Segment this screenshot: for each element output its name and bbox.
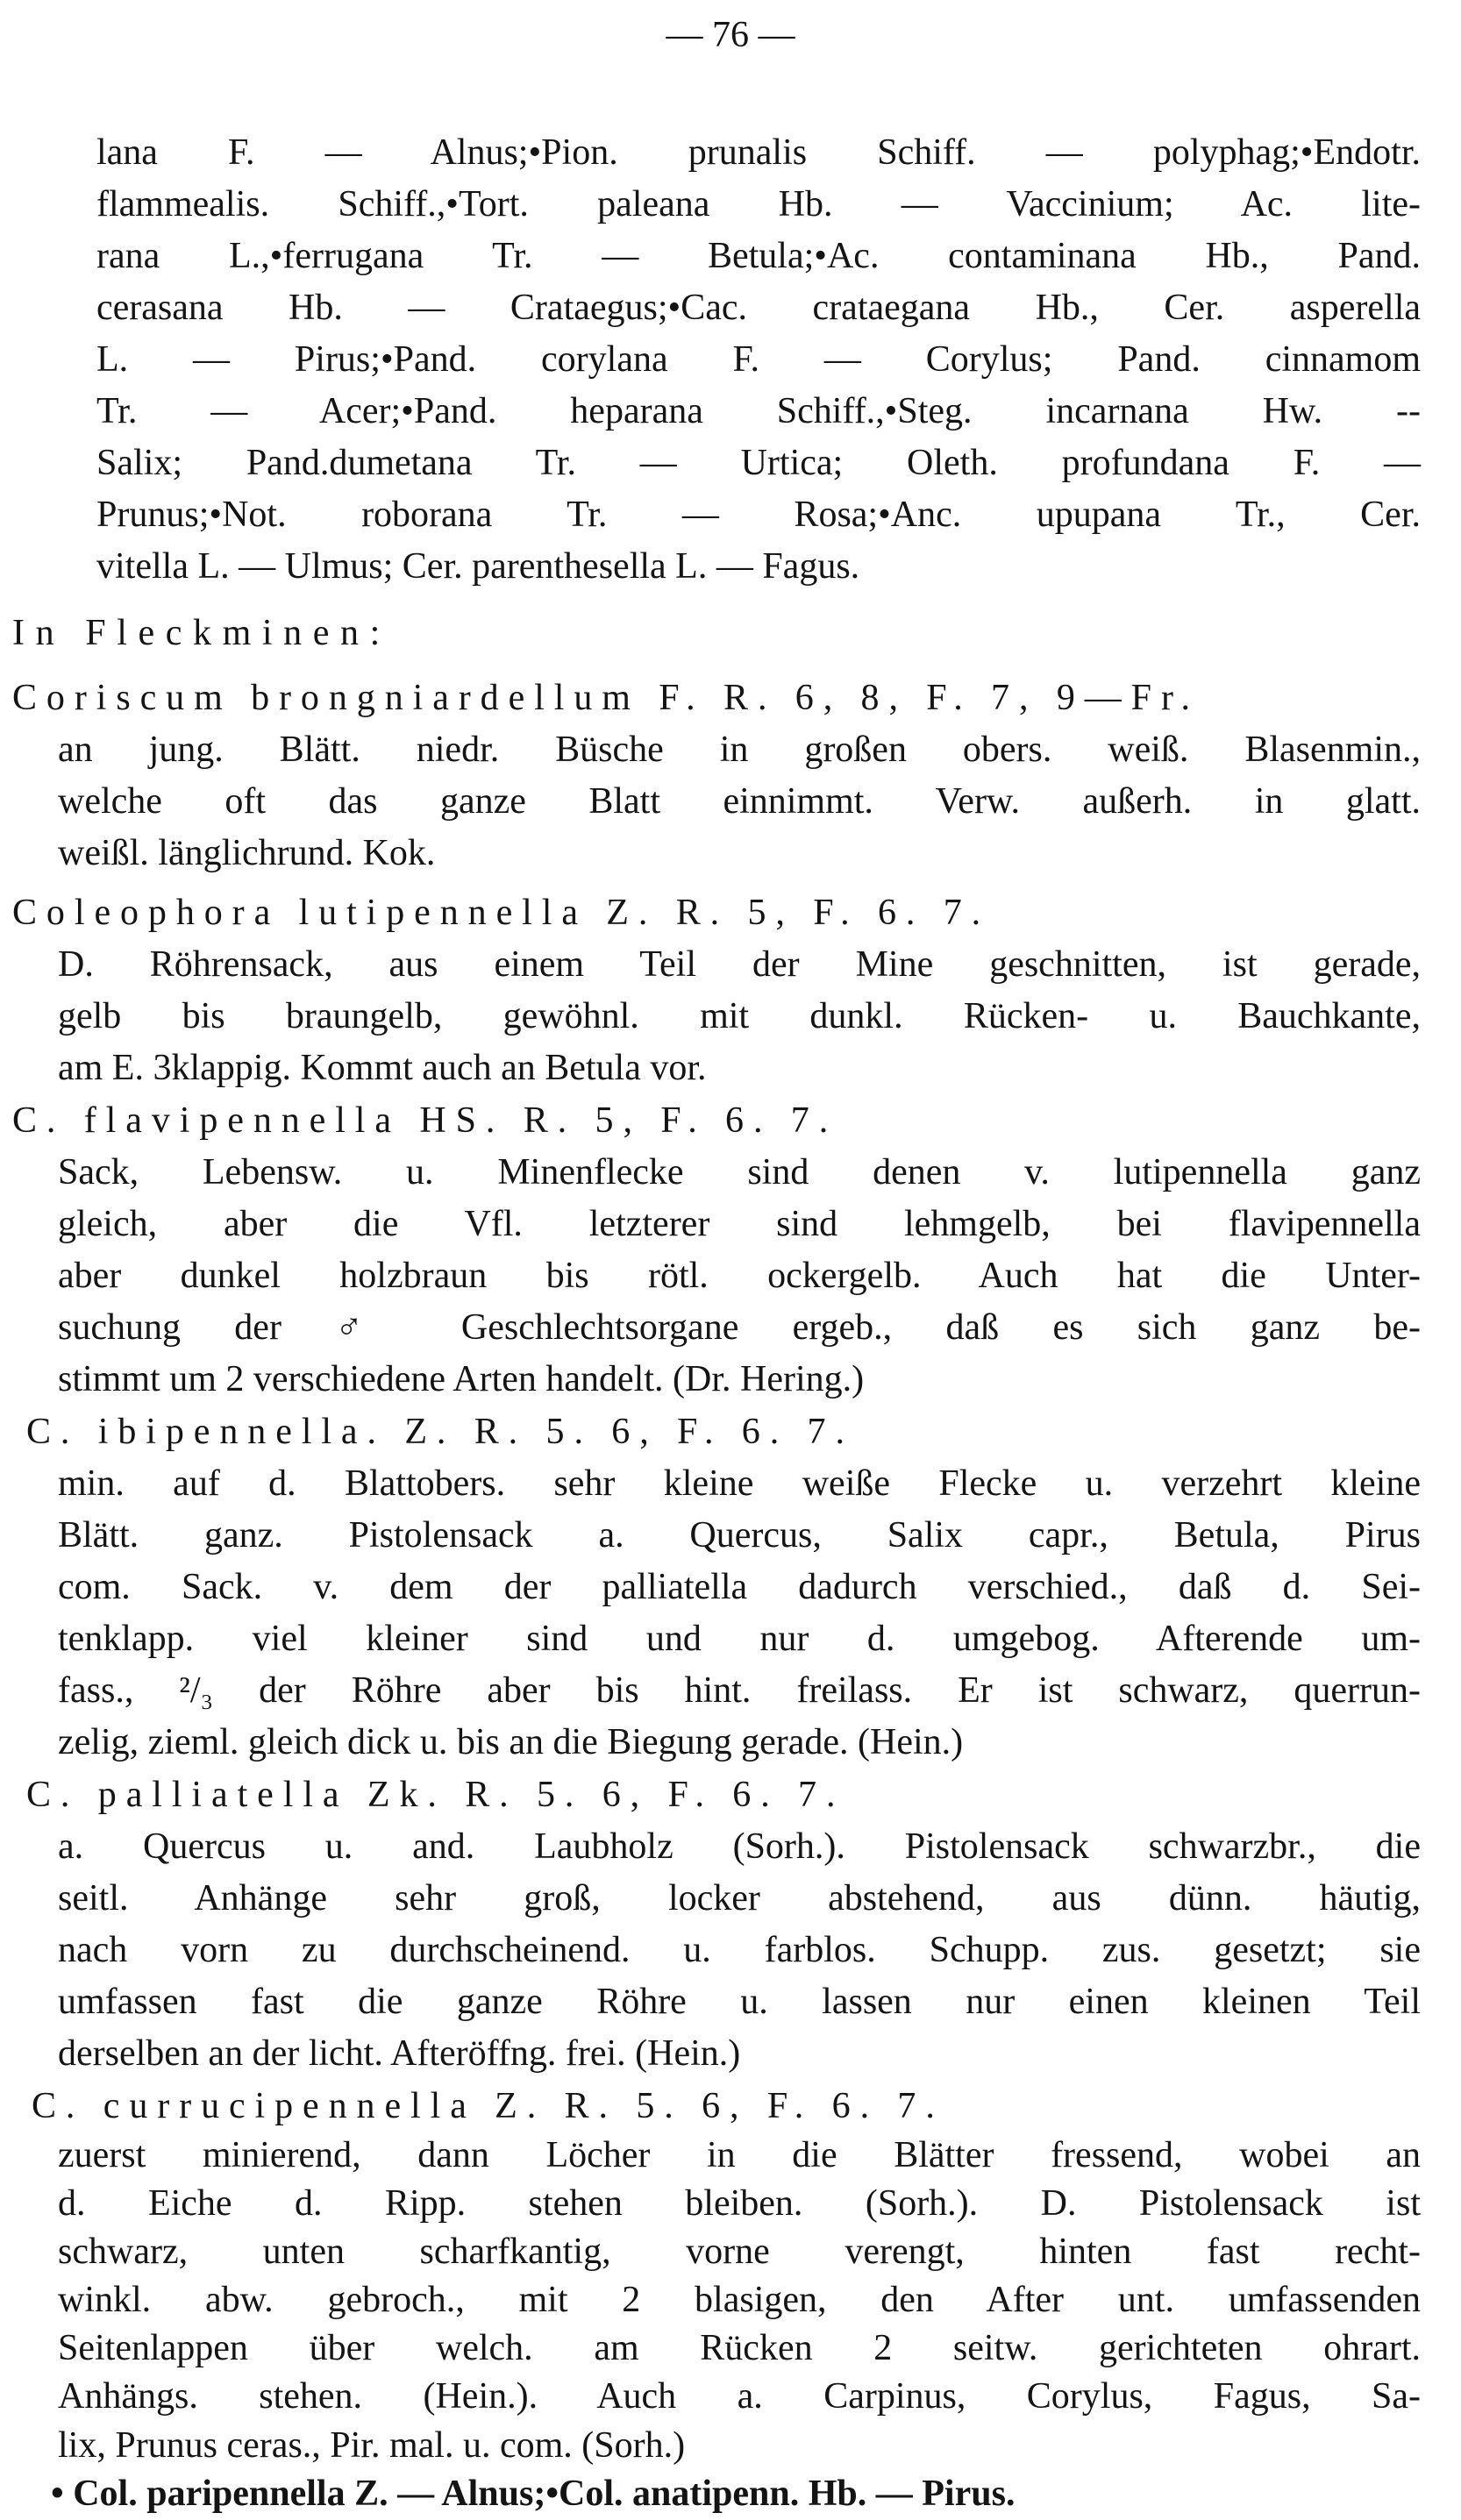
species-heading: Coriscum brongniardellum F. R. 6, 8, F. 7, 9—Fr.: [12, 678, 1200, 718]
text-line: d. Eiche d. Ripp. stehen bleiben. (Sorh.). D. Pistolensack ist: [58, 2183, 1421, 2224]
text-line: schwarz, unten scharfkantig, vorne verengt, hinten fast recht-: [58, 2232, 1421, 2272]
text-line: L. — Pirus;•Pand. corylana F. — Corylus; Pand. cinnamom: [96, 339, 1421, 380]
text-line: an jung. Blätt. niedr. Büsche in großen obers. weiß. Blasenmin.,: [58, 730, 1421, 770]
text-line: umfassen fast die ganze Röhre u. lassen nur einen kleinen Teil: [58, 1982, 1421, 2022]
text-line: Prunus;•Not. roborana Tr. — Rosa;•Anc. upupana Tr., Cer.: [96, 495, 1421, 535]
species-heading: C. ibipennella. Z. R. 5. 6, F. 6. 7.: [26, 1412, 854, 1452]
text-line: cerasana Hb. — Crataegus;•Cac. crataegana Hb., Cer. asperella: [96, 288, 1421, 328]
text-line: aber dunkel holzbraun bis rötl. ockergelb. Auch hat die Unter-: [58, 1256, 1421, 1296]
text-line: lix, Prunus ceras., Pir. mal. u. com. (Sorh.): [58, 2425, 686, 2466]
text-line: rana L.,•ferrugana Tr. — Betula;•Ac. contaminana Hb., Pand.: [96, 236, 1421, 276]
section-heading: In Fleckminen:: [12, 613, 391, 653]
text-line: Tr. — Acer;•Pand. heparana Schiff.,•Steg. incarnana Hw. --: [96, 391, 1421, 431]
text-line: a. Quercus u. and. Laubholz (Sorh.). Pistolensack schwarzbr., die: [58, 1826, 1421, 1867]
text-line: derselben an der licht. Afteröffng. frei. (Hein.): [58, 2033, 741, 2074]
text-line: Seitenlappen über welch. am Rücken 2 seitw. gerichteten ohrart.: [58, 2328, 1421, 2368]
text-line: flammealis. Schiff.,•Tort. paleana Hb. — Vaccinium; Ac. lite-: [96, 184, 1421, 224]
text-line: welche oft das ganze Blatt einnimmt. Verw. außerh. in glatt.: [58, 781, 1421, 822]
species-heading: C. flavipennella HS. R. 5, F. 6. 7.: [12, 1100, 838, 1141]
species-heading: C. palliatella Zk. R. 5. 6, F. 6. 7.: [26, 1775, 845, 1815]
text-line: gelb bis braungelb, gewöhnl. mit dunkl. Rücken- u. Bauchkante,: [58, 996, 1421, 1036]
text-line: weißl. länglichrund. Kok.: [58, 833, 436, 873]
text-line: fass., ²/₃ der Röhre aber bis hint. freilass. Er ist schwarz, querrun-: [58, 1670, 1421, 1711]
text-line-last: • Col. paripennella Z. — Alnus;•Col. anatipenn. Hb. — Pirus.: [51, 2474, 1016, 2514]
text-line: gleich, aber die Vfl. letzterer sind lehmgelb, bei flavipennella: [58, 1204, 1421, 1244]
text-line: Blätt. ganz. Pistolensack a. Quercus, Salix capr., Betula, Pirus: [58, 1515, 1421, 1555]
text-line: winkl. abw. gebroch., mit 2 blasigen, den After unt. umfassenden: [58, 2280, 1421, 2320]
text-line: lana F. — Alnus;•Pion. prunalis Schiff. — polyphag;•Endotr.: [96, 132, 1421, 173]
text-line: zelig, zieml. gleich dick u. bis an die Biegung gerade. (Hein.): [58, 1722, 964, 1762]
text-line: seitl. Anhänge sehr groß, locker abstehend, aus dünn. häutig,: [58, 1878, 1421, 1918]
text-line: com. Sack. v. dem der palliatella dadurch verschied., daß d. Sei-: [58, 1567, 1421, 1607]
text-line: vitella L. — Ulmus; Cer. parenthesella L. — Fagus.: [96, 546, 860, 587]
text-line: D. Röhrensack, aus einem Teil der Mine geschnitten, ist gerade,: [58, 944, 1421, 985]
page-number: — 76 —: [666, 15, 795, 55]
text-line: tenklapp. viel kleiner sind und nur d. umgebog. Afterende um-: [58, 1619, 1421, 1659]
species-heading: Coleophora lutipennella Z. R. 5, F. 6. 7.: [12, 893, 991, 933]
text-line: suchung der ♂ Geschlechtsorgane ergeb., daß es sich ganz be-: [58, 1307, 1421, 1348]
text-line: Salix; Pand.dumetana Tr. — Urtica; Oleth. profundana F. —: [96, 443, 1421, 483]
text-line: zuerst minierend, dann Löcher in die Blätter fressend, wobei an: [58, 2135, 1421, 2175]
text-line: Anhängs. stehen. (Hein.). Auch a. Carpinus, Corylus, Fagus, Sa-: [58, 2376, 1421, 2417]
text-line: nach vorn zu durchscheinend. u. farblos. Schupp. zus. gesetzt; sie: [58, 1930, 1421, 1970]
text-line: Sack, Lebensw. u. Minenflecke sind denen v. lutipennella ganz: [58, 1152, 1421, 1192]
species-heading: C. currucipennella Z. R. 5. 6, F. 6. 7.: [32, 2086, 944, 2126]
text-line: min. auf d. Blattobers. sehr kleine weiße Flecke u. verzehrt kleine: [58, 1463, 1421, 1504]
text-line: am E. 3klappig. Kommt auch an Betula vor.: [58, 1048, 707, 1088]
text-line: stimmt um 2 verschiedene Arten handelt. (Dr. Hering.): [58, 1359, 865, 1399]
